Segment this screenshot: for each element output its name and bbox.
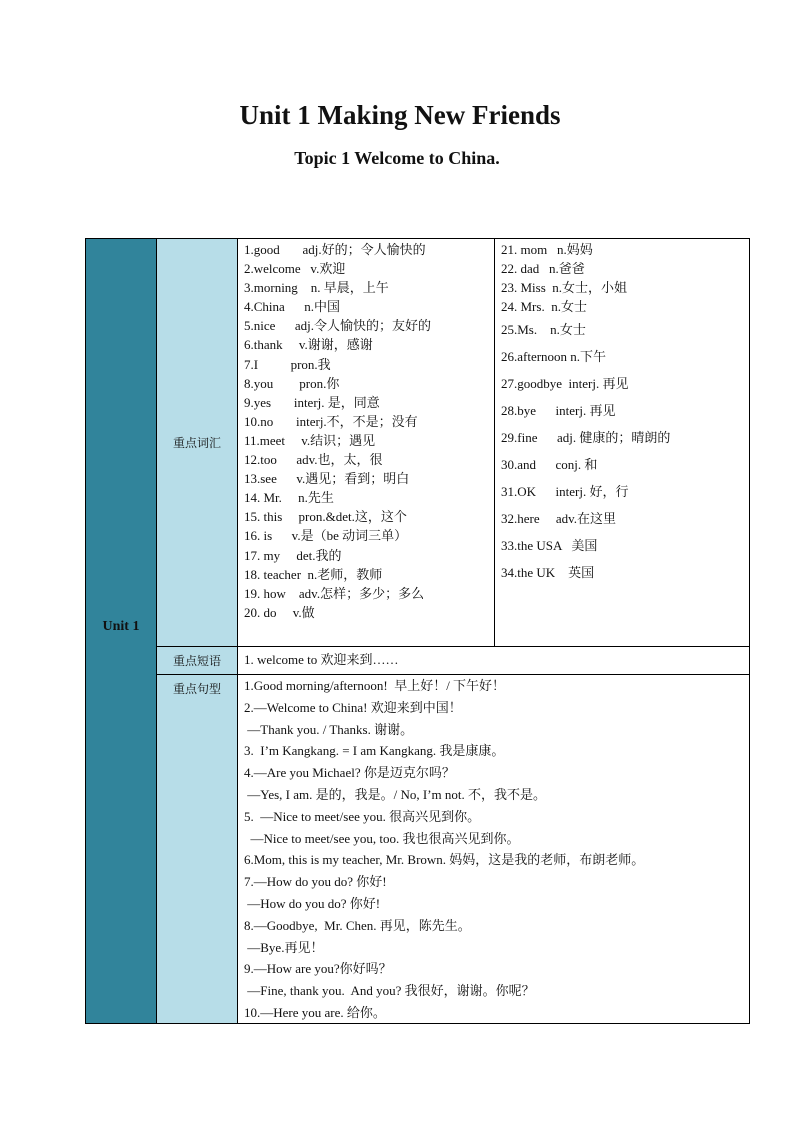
list-item: 13.see v.遇见；看到；明白 <box>244 471 410 487</box>
list-item: 10.no interj.不，不是；没有 <box>244 413 418 429</box>
list-item: —Nice to meet/see you, too. 我也很高兴见到你。 <box>244 830 520 846</box>
list-item: 26.afternoon n.下午 <box>501 349 607 364</box>
list-item: 11.meet v.结识；遇见 <box>244 432 376 448</box>
header-vocabulary: 重点词汇 <box>157 239 238 647</box>
list-item: 30.and conj. 和 <box>501 457 598 472</box>
list-item: 16. is v.是（be 动词三单） <box>244 528 408 544</box>
list-item: 4.—Are you Michael? 你是迈克尔吗？ <box>244 765 455 781</box>
vocab-left-cell <box>238 239 495 647</box>
list-item: 27.goodbye interj. 再见 <box>501 376 629 391</box>
list-item: 1.Good morning/afternoon! 早上好！/ 下午好！ <box>244 678 506 693</box>
list-item: 8.—Goodbye, Mr. Chen. 再见，陈先生。 <box>244 917 471 933</box>
list-item: 6.Mom, this is my teacher, Mr. Brown. 妈妈，这是我的老师，布朗老师。 <box>244 852 645 868</box>
list-item: 29.fine adj. 健康的；晴朗的 <box>501 430 671 445</box>
list-item: 4.China n.中国 <box>244 299 341 315</box>
list-item: 33.the USA 美国 <box>501 538 598 553</box>
list-item: 12.too adv.也，太，很 <box>244 452 383 468</box>
list-item: 5. —Nice to meet/see you. 很高兴见到你。 <box>244 808 481 824</box>
list-item: —How do you do? 你好! <box>244 895 381 911</box>
list-item: 34.the UK 英国 <box>501 565 595 580</box>
list-item: 8.you pron.你 <box>244 375 340 391</box>
list-item: 7.—How do you do? 你好! <box>244 874 387 890</box>
list-item: —Fine, thank you. And you? 我很好，谢谢。你呢？ <box>244 983 535 999</box>
list-item: 20. do v.做 <box>244 604 315 620</box>
sentences-cell <box>238 675 749 1023</box>
list-item: 22. dad n.爸爸 <box>501 261 585 276</box>
page-subtitle: Topic 1 Welcome to China. <box>294 148 500 168</box>
vocab-right-cell <box>495 239 749 647</box>
list-item: 21. mom n.妈妈 <box>501 242 593 257</box>
list-item: —Yes, I am. 是的，我是。/ No, I’m not. 不，我不是。 <box>244 786 547 802</box>
list-item: 32.here adv.在这里 <box>501 511 617 526</box>
list-item: 15. this pron.&det.这，这个 <box>244 509 407 525</box>
list-item: 1.good adj.好的；令人愉快的 <box>244 242 426 257</box>
header-sentences: 重点句型 <box>157 675 238 1023</box>
list-item: 17. my det.我的 <box>244 547 342 563</box>
list-item: 6.thank v.谢谢，感谢 <box>244 337 373 353</box>
summary-table <box>85 238 750 1024</box>
list-item: 7.I pron.我 <box>244 356 331 372</box>
list-item: 2.welcome v.欢迎 <box>244 261 346 277</box>
list-item: 19. how adv.怎样；多少；多么 <box>244 585 425 601</box>
page-title: Unit 1 Making New Friends <box>239 100 561 130</box>
list-item: 3. I’m Kangkang. = I am Kangkang. 我是康康。 <box>244 743 505 759</box>
list-item: 24. Mrs. n.女士 <box>501 299 587 314</box>
list-item: 3.morning n. 早晨，上午 <box>244 280 389 296</box>
list-item: 31.OK interj. 好，行 <box>501 484 629 499</box>
list-item: 23. Miss n.女士，小姐 <box>501 280 628 295</box>
unit-column <box>86 239 157 1023</box>
list-item: 9.yes interj. 是，同意 <box>244 394 380 410</box>
list-item: 5.nice adj.令人愉快的；友好的 <box>244 318 432 334</box>
list-item: —Bye.再见！ <box>244 939 324 955</box>
list-item: 25.Ms. n.女士 <box>501 322 586 337</box>
list-item: 10.—Here you are. 给你。 <box>244 1004 386 1020</box>
list-item: 14. Mr. n.先生 <box>244 490 334 506</box>
list-item: 18. teacher n.老师，教师 <box>244 566 383 582</box>
header-phrases: 重点短语 <box>157 647 238 675</box>
phrase-cell: 1. welcome to 欢迎来到…… <box>238 647 749 675</box>
list-item: 9.—How are you?你好吗？ <box>244 961 392 977</box>
list-item: —Thank you. / Thanks. 谢谢。 <box>244 721 414 737</box>
list-item: 2.—Welcome to China! 欢迎来到中国！ <box>244 699 462 715</box>
list-item: 28.bye interj. 再见 <box>501 403 616 418</box>
unit-label: Unit 1 <box>102 619 140 634</box>
